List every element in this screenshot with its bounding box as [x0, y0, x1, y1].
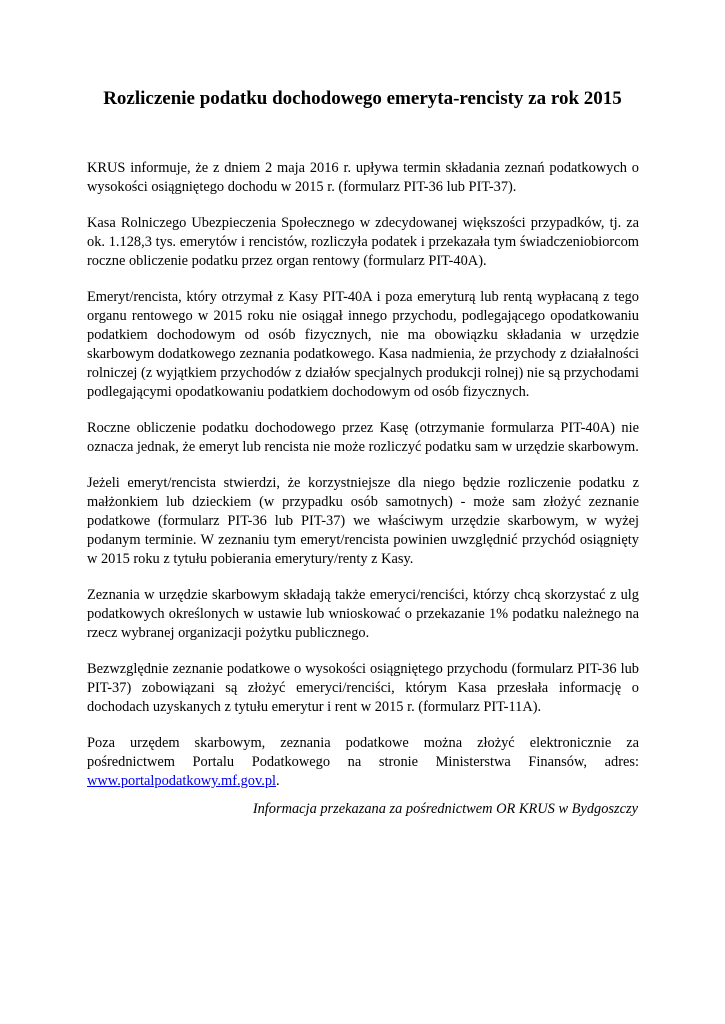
paragraph-own-settlement: Roczne obliczenie podatku dochodowego przez Kasę (otrzymanie formularza PIT-40A) nie oznacza jednak, że emeryt lub rencista nie może rozliczyć podatku sam w urzędzie skarbowym. — [87, 420, 639, 455]
electronic-filing-text: Poza urzędem skarbowym, zeznania podatkowe można złożyć elektronicznie za pośrednictwem Portalu Podatkowego na stronie Ministerstwa Finansów, adres: — [87, 735, 639, 770]
paragraph-tax-reliefs: Zeznania w urzędzie skarbowym składają także emeryci/renciści, którzy chcą skorzystać z ulg podatkowych określonych w ustawie lub wnioskować o przekazanie 1% podatku należnego na rzecz wybranej organizacji pożytku publicznego. — [87, 587, 639, 641]
document-body — [87, 159, 639, 808]
footer-attribution: Informacja przekazana za pośrednictwem OR KRUS w Bydgoszczy — [252, 801, 638, 817]
electronic-filing-suffix: . — [276, 773, 280, 789]
paragraph-krus-settlement: Kasa Rolniczego Ubezpieczenia Społecznego w zdecydowanej większości przypadków, tj. za ok. 1.128,3 tys. emerytów i rencistów, rozliczyła podatek i przekazała tym świadczeniobiorcom roczne obliczenie podatku przez organ rentowy (formularz PIT-40A). — [87, 215, 639, 269]
paragraph-mandatory-return: Bezwzględnie zeznanie podatkowe o wysokości osiągniętego przychodu (formularz PIT-36 lub PIT-37) zobowiązani są złożyć emeryci/renciści, którym Kasa przesłała informację o dochodach uzyskanych z tytułu emerytur i rent w 2015 r. (formularz PIT-11A). — [87, 661, 639, 715]
paragraph-electronic-filing — [87, 734, 639, 791]
page-title: Rozliczenie podatku dochodowego emeryta-rencisty za rok 2015 — [103, 88, 622, 109]
portal-podatkowy-link[interactable]: www.portalpodatkowy.mf.gov.pl — [87, 773, 277, 789]
paragraph-deadline: KRUS informuje, że z dniem 2 maja 2016 r. upływa termin składania zeznań podatkowych o wysokości osiągniętego dochodu w 2015 r. (formularz PIT-36 lub PIT-37). — [87, 160, 639, 195]
paragraph-joint-settlement: Jeżeli emeryt/rencista stwierdzi, że korzystniejsze dla niego będzie rozliczenie podatku z małżonkiem lub dzieckiem (w przypadku osób samotnych) - może sam złożyć zeznanie podatkowe (formularz PIT-36 lub PIT-37) we właściwym urzędzie skarbowym, w wyżej podanym terminie. W zeznaniu tym emeryt/rencista powinien uwzględnić przychód osiągnięty w 2015 roku z tytułu pobierania emerytury/renty z Kasy. — [87, 475, 639, 567]
paragraph-no-obligation: Emeryt/rencista, który otrzymał z Kasy PIT-40A i poza emeryturą lub rentą wypłacaną z tego organu rentowego w 2015 roku nie osiągał innego przychodu, podlegającego opodatkowaniu podatkiem dochodowym od osób fizycznych, nie ma obowiązku składania w urzędzie skarbowym dodatkowego zeznania podatkowego. Kasa nadmienia, że przychody z działalności rolniczej (z wyjątkiem przychodów z działów specjalnych produkcji rolnej) nie są przychodami podlegającymi opodatkowaniu podatkiem dochodowym od osób fizycznych. — [87, 289, 639, 400]
